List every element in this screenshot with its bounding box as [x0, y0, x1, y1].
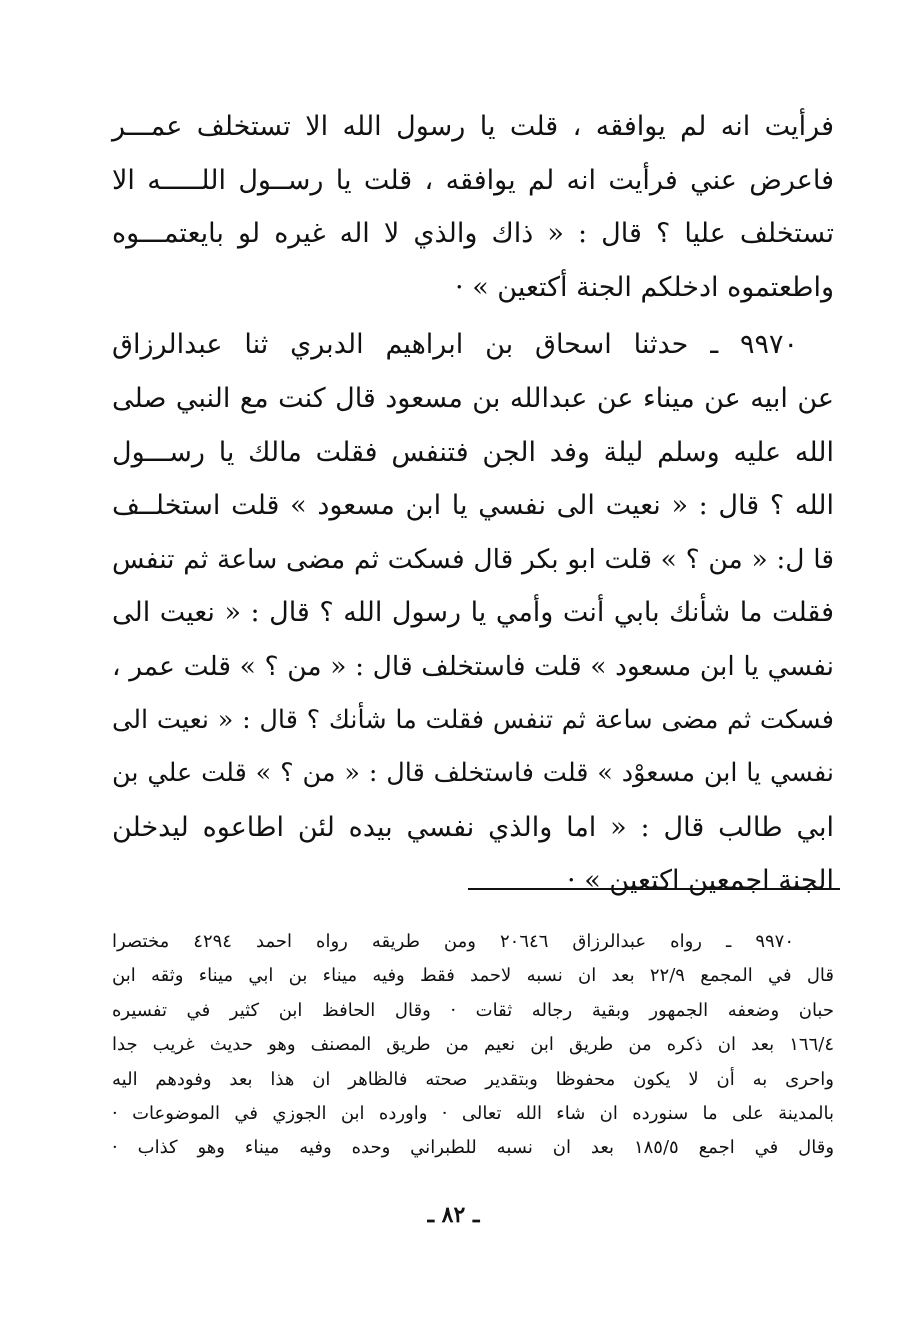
footnote-line: واحرى به أن لا يكون محفوظا وبتقدير صحته فالظاهر ان هذا بعد وفودهم اليه — [112, 1068, 834, 1090]
main-text-block — [112, 100, 834, 908]
footnote-separator — [468, 888, 840, 890]
main-text-line: فقلت ما شأنك بابي أنت وأمي يا رسول الله ؟ قال : « نعيت الى — [112, 597, 834, 629]
main-text-line: فسكت ثم مضى ساعة ثم تنفس فقلت ما شأنك ؟ قال : « نعيت الى — [112, 704, 834, 735]
main-text-line: عن ابيه عن ميناء عن عبدالله بن مسعود قال كنت مع النبي صلى — [112, 382, 834, 414]
footnote-line: وقال في اجمع ١٨٥/٥ بعد ان نسبه للطبراني وحده وفيه ميناء وهو كذاب · — [112, 1137, 835, 1159]
main-text-line: الله عليه وسلم ليلة وفد الجن فتنفس فقلت مالك يا رســـول — [112, 436, 834, 468]
main-text-line: نفسي يا ابن مسعوْد » قلت فاستخلف قال : « من ؟ » قلت علي بن — [112, 758, 834, 789]
main-text-line: تستخلف عليا ؟ قال : « ذاك والذي لا اله غيره لو بايعتمـــوه — [112, 218, 834, 250]
main-text-line: فاعرض عني فرأيت انه لم يوافقه ، قلت يا رســول اللـــــه الا — [112, 164, 834, 196]
footnotes-block — [112, 925, 834, 1166]
footnote-line: حبان وضعفه الجمهور وبقية رجاله ثقات · وقال الحافظ ابن كثير في تفسيره — [112, 999, 834, 1021]
footnote-line: ٩٩٧٠ ـ رواه عبدالرزاق ٢٠٦٤٦ ومن طريقه رواه احمد ٤٢٩٤ مختصرا — [112, 931, 794, 952]
main-text-line: فرأيت انه لم يوافقه ، قلت يا رسول الله الا تستخلف عمـــر — [112, 111, 834, 142]
main-text-line: قا ل: « من ؟ » قلت ابو بكر قال فسكت ثم مضى ساعة ثم تنفس — [112, 543, 834, 575]
hadith-start-line: ٩٩٧٠ ـ حدثنا اسحاق بن ابراهيم الدبري ثنا عبدالرزاق — [112, 329, 798, 361]
main-text-line: الله ؟ قال : « نعيت الى نفسي يا ابن مسعود » قلت استخلــف — [112, 490, 834, 522]
main-text-line: واطعتموه ادخلكم الجنة أكتعين » · — [455, 271, 834, 303]
main-text-line: نفسي يا ابن مسعود » قلت فاستخلف قال : « من ؟ » قلت عمر ، — [112, 650, 835, 682]
footnote-line: قال في المجمع ٢٢/٩ بعد ان نسبه لاحمد فقط وفيه ميناء بن ابي ميناء وثقه ابن — [112, 965, 834, 987]
main-text-line: ابي طالب قال : « اما والذي نفسي بيده لئن اطاعوه ليدخلن — [112, 811, 834, 843]
main-text-line: الجنة اجمعين اكتعين » · — [567, 865, 834, 897]
footnote-line: ١٦٦/٤ بعد ان ذكره من طريق ابن نعيم من طريق المصنف وهو حديث غريب جدا — [112, 1034, 834, 1056]
footnote-line: بالمدينة على ما سنورده ان شاء الله تعالى · واورده ابن الجوزي في الموضوعات · — [112, 1102, 834, 1124]
page-number: ـ ٨٢ ـ — [427, 1202, 480, 1228]
